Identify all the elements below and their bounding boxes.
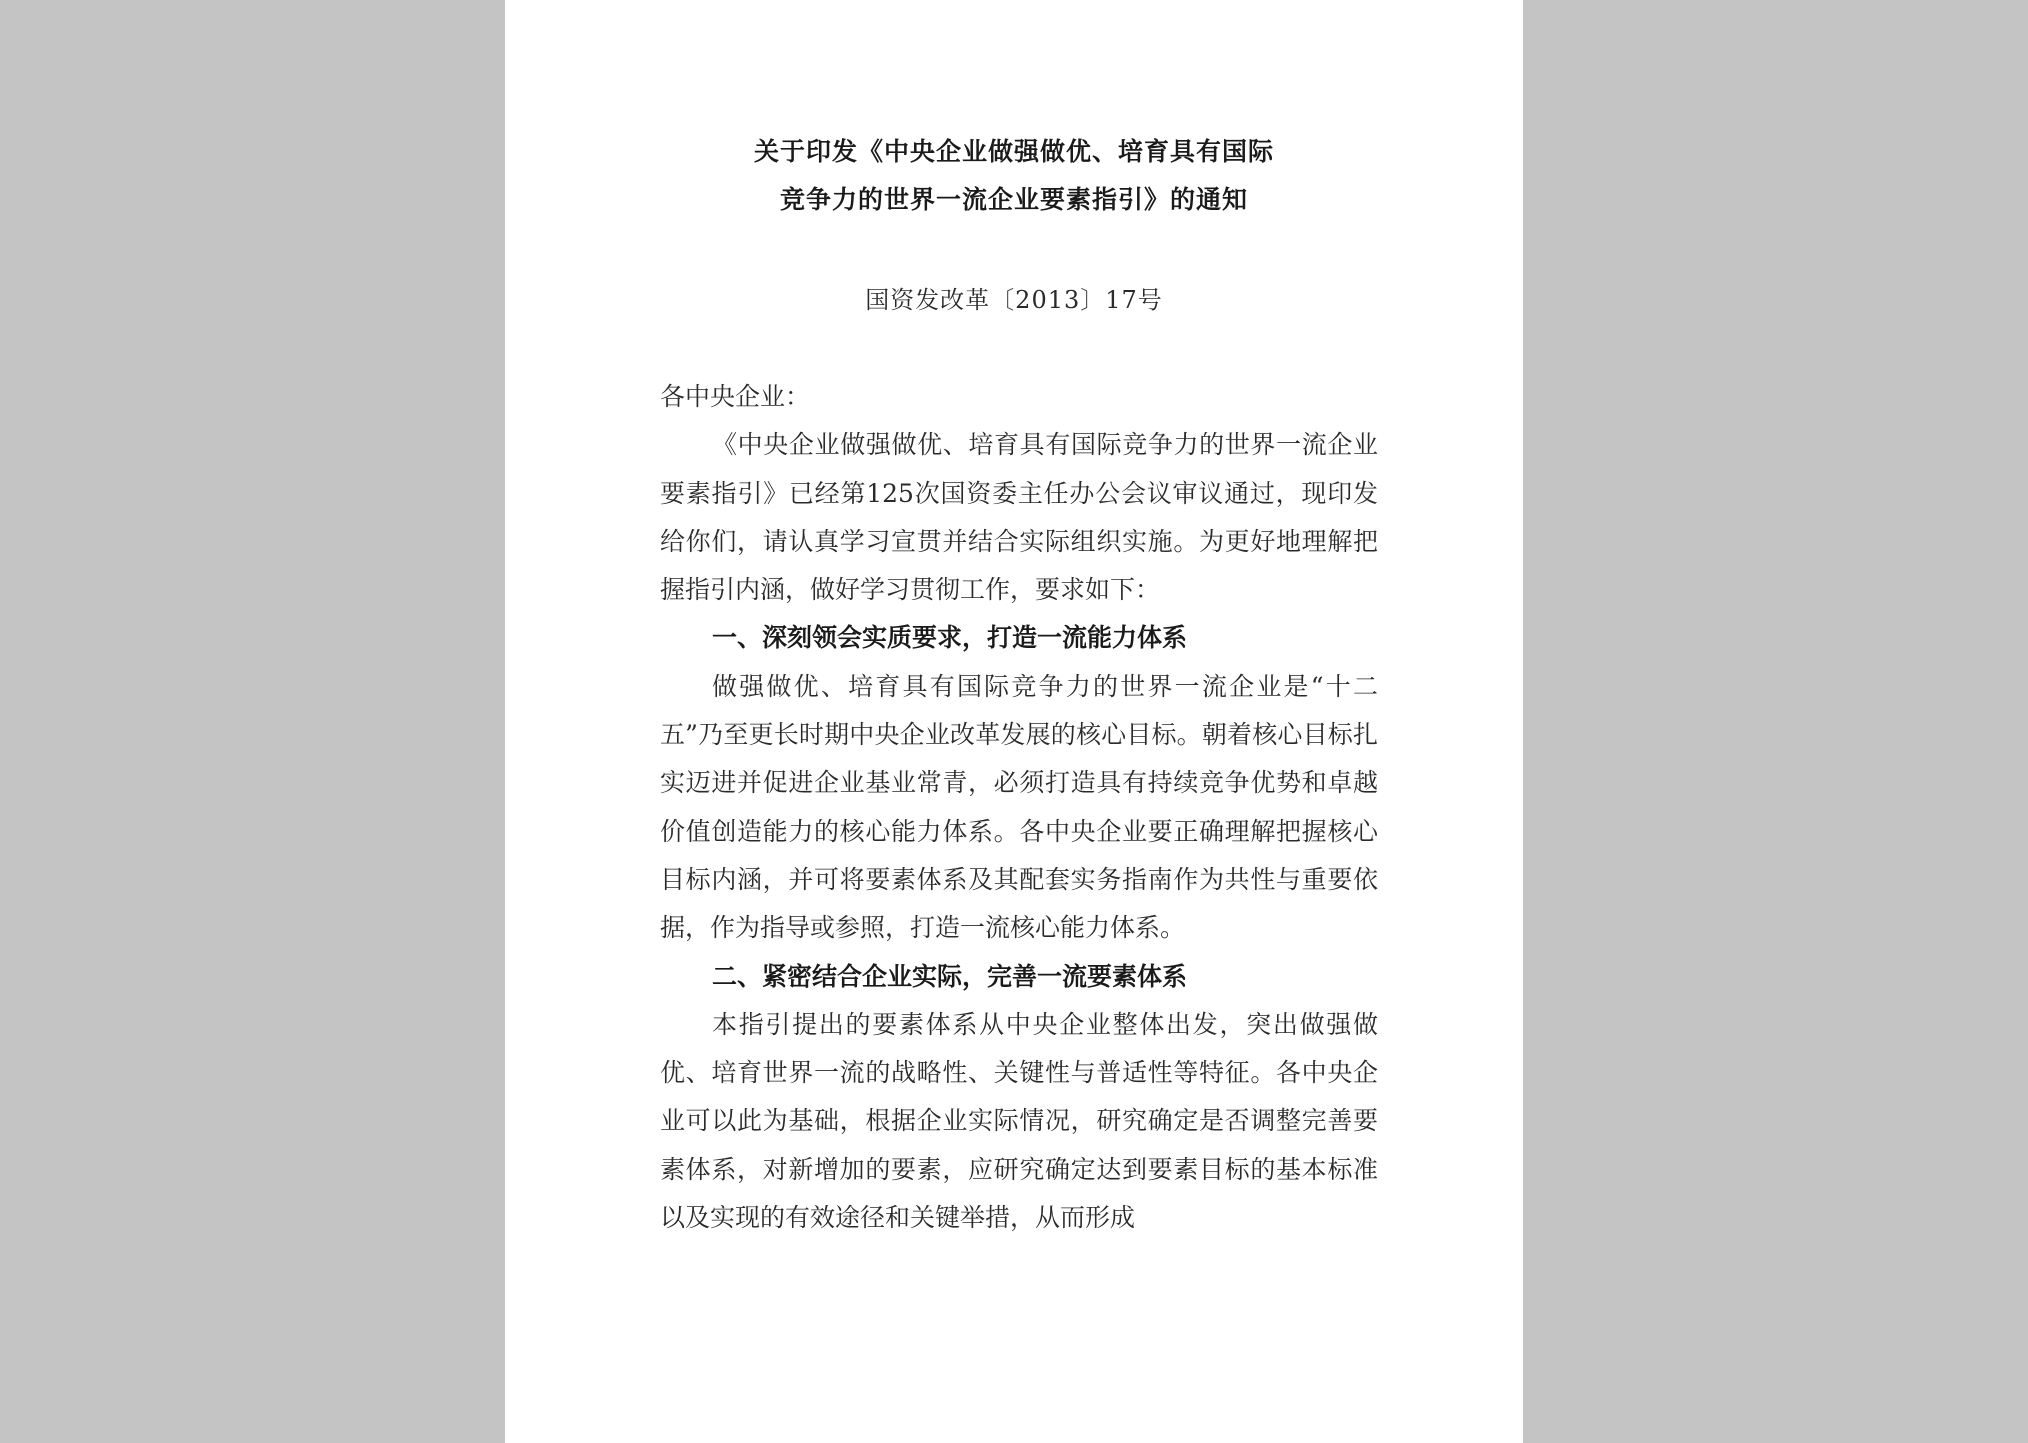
paragraph-section-1: 做强做优、培育具有国际竞争力的世界一流企业是“十二五”乃至更长时期中央企业改革发展的核心目标。朝着核心目标扎实迈进并促进企业基业常青，必须打造具有持续竞争优势和卓越价值创造能力的核心能力体系。各中央企业要正确理解把握核心目标内涵，并可将要素体系及其配套实务指南作为共性与重要依据，作为指导或参照，打造一流核心能力体系。 <box>660 671 1378 943</box>
paragraph-section-2: 本指引提出的要素体系从中央企业整体出发，突出做强做优、培育世界一流的战略性、关键性与普适性等特征。各中央企业可以此为基础，根据企业实际情况，研究确定是否调整完善要素体系，对新增加的要素，应研究确定达到要素目标的基本标准以及实现的有效途径和关键举措，从而形成 <box>660 1009 1378 1233</box>
document-title-line-1: 关于印发《中央企业做强做优、培育具有国际 <box>753 137 1274 166</box>
document-body <box>660 373 1378 1242</box>
document-number: 国资发改革〔2013〕17号 <box>865 286 1163 314</box>
section-heading-2: 二、紧密结合企业实际，完善一流要素体系 <box>712 961 1188 991</box>
section-heading-1: 一、深刻领会实质要求，打造一流能力体系 <box>712 623 1188 653</box>
document-page <box>505 0 1523 1443</box>
document-title-line-2: 竞争力的世界一流企业要素指引》的通知 <box>779 185 1248 214</box>
paragraph-intro: 《中央企业做强做优、培育具有国际竞争力的世界一流企业要素指引》已经第125次国资委主任办公会议审议通过，现印发给你们，请认真学习宣贯并结合实际组织实施。为更好地理解把握指引内涵，做好学习贯彻工作，要求如下： <box>660 430 1378 605</box>
salutation: 各中央企业： <box>660 382 811 411</box>
